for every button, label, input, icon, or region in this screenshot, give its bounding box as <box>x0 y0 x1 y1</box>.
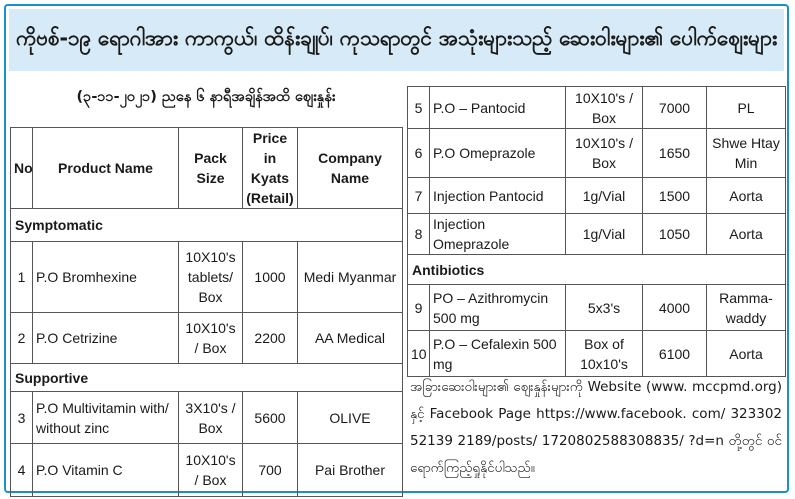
section-supportive: Supportive <box>11 364 403 392</box>
row-product: Injection Pantocid <box>430 178 566 214</box>
col-header-product: Product Name <box>33 128 179 209</box>
table-row <box>11 392 403 444</box>
row-company: Aorta <box>707 331 786 377</box>
row-no: 6 <box>408 129 430 178</box>
row-pack: 10X10's / Box <box>566 87 643 129</box>
row-price: 5600 <box>243 392 298 444</box>
row-pack: 5x3's <box>566 285 643 331</box>
table-header-row <box>11 128 403 209</box>
row-company: Ramma-waddy <box>707 285 786 331</box>
price-table-right <box>407 86 786 377</box>
row-product: P.O Bromhexine <box>33 242 179 313</box>
section-row <box>11 364 403 392</box>
row-no: 5 <box>408 87 430 129</box>
section-antibiotics: Antibiotics <box>408 255 786 285</box>
table-row <box>408 178 786 214</box>
row-product: P.O Vitamin C <box>33 444 179 497</box>
table-row <box>11 444 403 497</box>
row-pack: Box of 10x10's <box>566 331 643 377</box>
table-row <box>408 285 786 331</box>
row-price: 7000 <box>643 87 707 129</box>
row-product: Injection Omeprazole <box>430 214 566 255</box>
table-row <box>408 129 786 178</box>
row-pack: 1g/Vial <box>566 178 643 214</box>
row-company: Medi Myanmar <box>298 242 403 313</box>
section-row <box>11 209 403 242</box>
row-price: 1500 <box>643 178 707 214</box>
row-no: 4 <box>11 444 33 497</box>
footnote-text: အခြားဆေးဝါးများ၏ ဈေးနှုန်းများကို Website (www. mccpmd.org) နှင့် Facebook Page https://www.facebook. com/ 32330252139 2189/posts/ 1720802588308835/ ?d=n တို့တွင် ဝင်ရောက်ကြည့်ရှုနိုင်ပါသည်။ <box>410 379 782 476</box>
row-pack: 10X10's / Box <box>179 313 243 364</box>
row-product: P.O – Pantocid <box>430 87 566 129</box>
section-row <box>408 255 786 285</box>
col-header-pack: Pack Size <box>179 128 243 209</box>
col-header-company: Company Name <box>298 128 403 209</box>
row-pack: 10X10's / Box <box>566 129 643 178</box>
row-no: 7 <box>408 178 430 214</box>
col-header-no: No <box>11 128 33 209</box>
section-symptomatic: Symptomatic <box>11 209 403 242</box>
price-table-left <box>10 127 403 497</box>
row-company: Pai Brother <box>298 444 403 497</box>
row-company: Aorta <box>707 178 786 214</box>
row-price: 2200 <box>243 313 298 364</box>
row-no: 2 <box>11 313 33 364</box>
row-no: 1 <box>11 242 33 313</box>
price-date-line: (၃-၁၁-၂၀၂၁) ညနေ ၆ နာရီအချိန်အထိ ဈေးနှုန်း <box>76 89 336 105</box>
row-no: 9 <box>408 285 430 331</box>
row-product: P.O Multivitamin with/ without zinc <box>33 392 179 444</box>
row-price: 1000 <box>243 242 298 313</box>
table-row <box>408 214 786 255</box>
row-pack: 1g/Vial <box>566 214 643 255</box>
row-no: 8 <box>408 214 430 255</box>
row-company: AA Medical <box>298 313 403 364</box>
row-product: P.O – Cefalexin 500 mg <box>430 331 566 377</box>
row-price: 6100 <box>643 331 707 377</box>
row-pack: 10X10's tablets/ Box <box>179 242 243 313</box>
row-price: 4000 <box>643 285 707 331</box>
title-banner <box>9 9 784 71</box>
row-product: PO – Azithromycin 500 mg <box>430 285 566 331</box>
page-title: ကိုဗစ်-၁၉ ရောဂါအား ကာကွယ်၊ ထိန်းချုပ်၊ ကုသရာတွင် အသုံးများသည့် ဆေးဝါးများ၏ ပေါက်ဈေးများ <box>15 25 778 50</box>
row-company: PL <box>707 87 786 129</box>
row-pack: 3X10's / Box <box>179 392 243 444</box>
row-no: 3 <box>11 392 33 444</box>
row-price: 700 <box>243 444 298 497</box>
col-header-price: Price in Kyats (Retail) <box>243 128 298 209</box>
row-company: Aorta <box>707 214 786 255</box>
row-product: P.O Cetrizine <box>33 313 179 364</box>
row-company: OLIVE <box>298 392 403 444</box>
table-row <box>11 313 403 364</box>
row-pack: 10X10's / Box <box>179 444 243 497</box>
row-company: Shwe Htay Min <box>707 129 786 178</box>
table-row <box>408 331 786 377</box>
row-price: 1050 <box>643 214 707 255</box>
row-price: 1650 <box>643 129 707 178</box>
table-row <box>11 242 403 313</box>
row-product: P.O Omeprazole <box>430 129 566 178</box>
row-no: 10 <box>408 331 430 377</box>
table-row <box>408 87 786 129</box>
